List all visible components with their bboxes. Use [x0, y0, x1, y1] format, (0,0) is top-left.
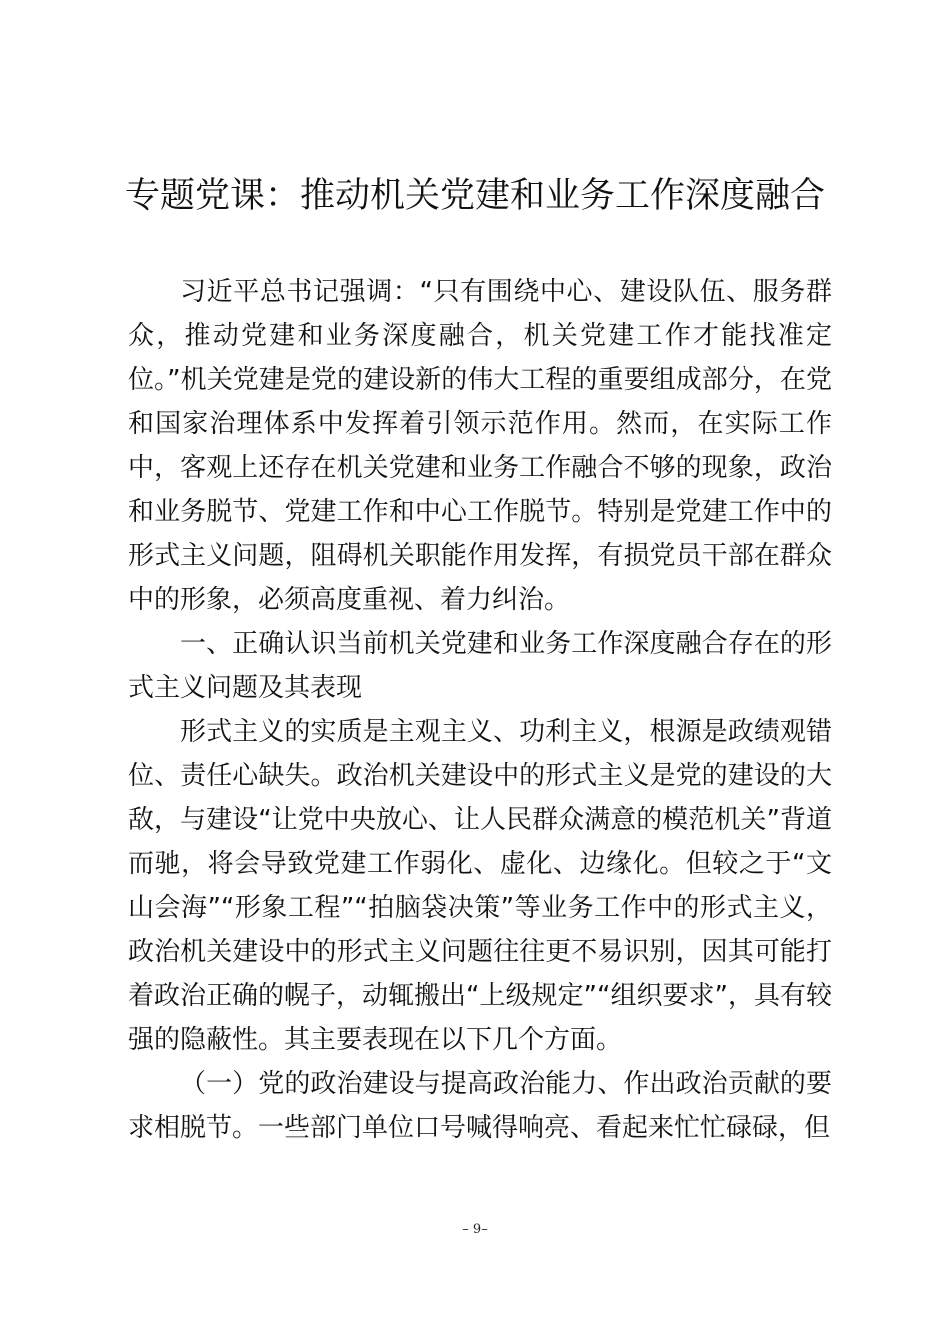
- paragraph-formalism: 形式主义的实质是主观主义、功利主义，根源是政绩观错位、责任心缺失。政治机关建设中的形式主义是党的建设的大敌，与建设“让党中央放心、让人民群众满意的模范机关”背道而驰，将会导致党建工作弱化、虚化、边缘化。但较之于“文山会海”“形象工程”“拍脑袋决策”等业务工作中的形式主义，政治机关建设中的形式主义问题往往更不易识别，因其可能打着政治正确的幌子，动辄搬出“上级规定”“组织要求”，具有较强的隐蔽性。其主要表现在以下几个方面。: [128, 717, 832, 1055]
- paragraph-intro: 习近平总书记强调：“只有围绕中心、建设队伍、服务群众，推动党建和业务深度融合，机关党建工作才能找准定位。”机关党建是党的建设新的伟大工程的重要组成部分，在党和国家治理体系中发挥着引领示范作用。然而，在实际工作中，客观上还存在机关党建和业务工作融合不够的现象，政治和业务脱节、党建工作和中心工作脱节。特别是党建工作中的形式主义问题，阻碍机关职能作用发挥，有损党员干部在群众中的形象，必须高度重视、着力纠治。: [128, 277, 832, 615]
- page-number: – 9–: [462, 1222, 488, 1237]
- document-title: 专题党课：推动机关党建和业务工作深度融合: [124, 176, 825, 216]
- paragraph-subsection-1: （一）党的政治建设与提高政治能力、作出政治贡献的要求相脱节。一些部门单位口号喊得响亮、看起来忙忙碌碌，但: [128, 1069, 832, 1143]
- document-body: [128, 270, 832, 1150]
- section-heading-1: 一、正确认识当前机关党建和业务工作深度融合存在的形式主义问题及其表现: [128, 629, 832, 703]
